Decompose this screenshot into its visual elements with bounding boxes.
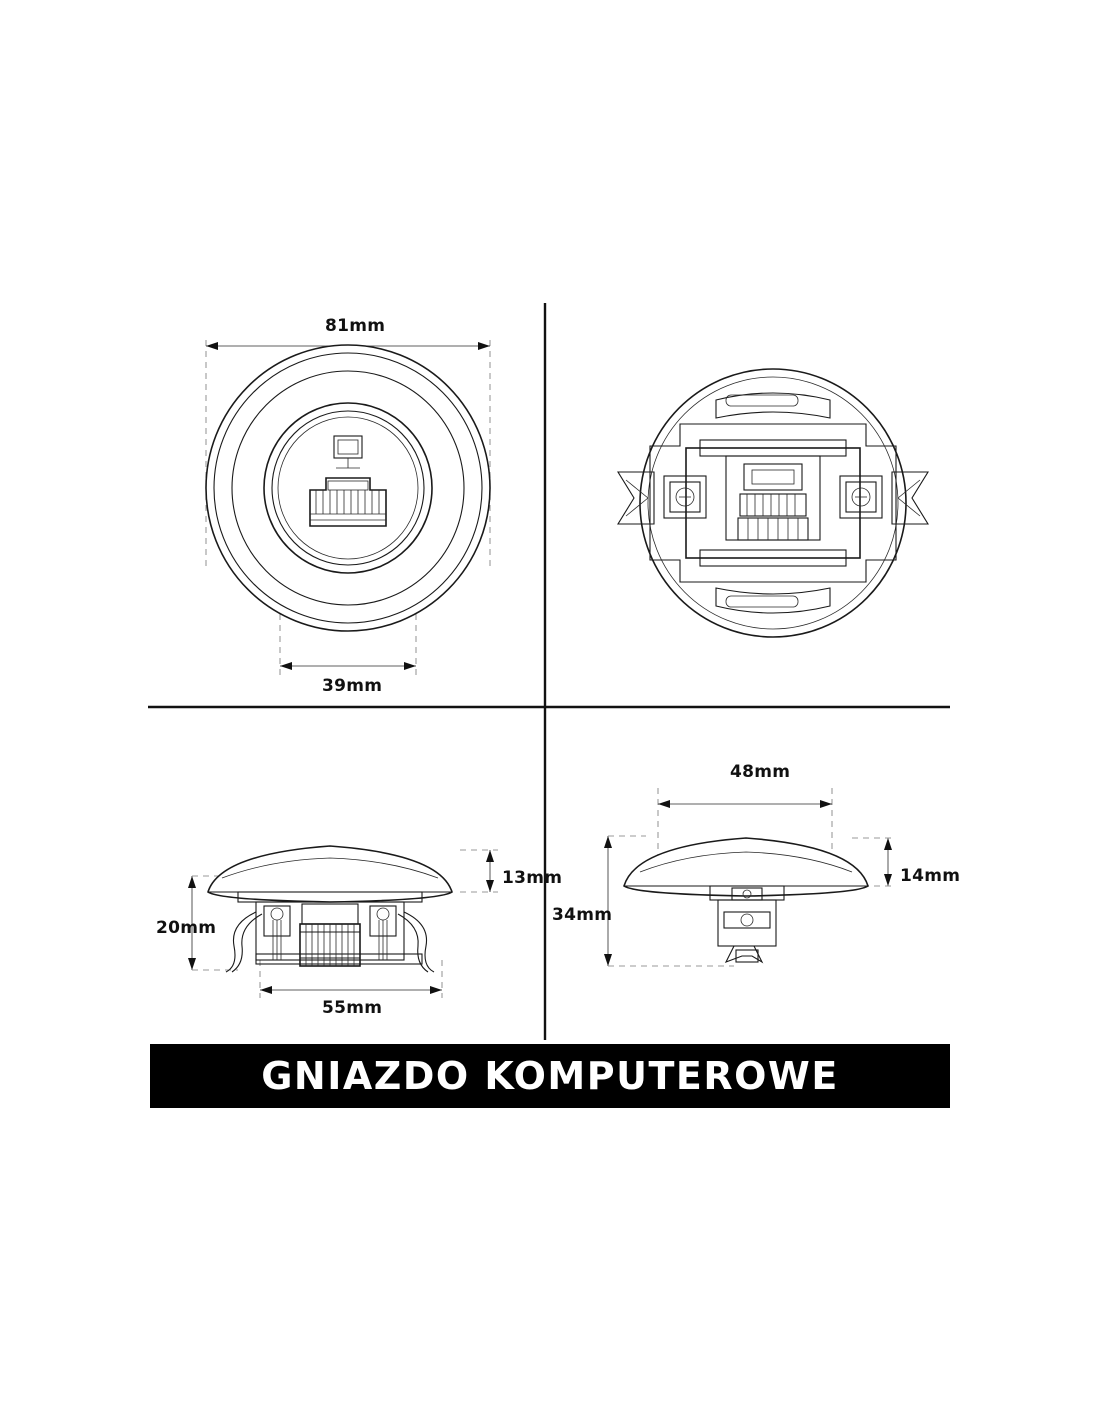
dim-label-55mm: 55mm (322, 998, 383, 1018)
dim-label-13mm: 13mm (502, 868, 563, 888)
dim-label-48mm: 48mm (730, 762, 791, 782)
module-stem (710, 886, 784, 962)
dim-label-34mm: 34mm (552, 905, 613, 925)
screw-terminal-right (370, 906, 396, 960)
dim-label-20mm: 20mm (156, 918, 217, 938)
rear-view (608, 368, 938, 668)
module-core (300, 904, 360, 966)
front-view (178, 318, 578, 738)
terminal-screw-right (840, 476, 882, 518)
dim-label-14mm: 14mm (900, 866, 961, 886)
terminal-screw-left (664, 476, 706, 518)
title-text: GNIAZDO KOMPUTEROWE (261, 1054, 839, 1098)
side-section-view (160, 820, 563, 1070)
dim-label-39mm: 39mm (322, 676, 383, 696)
dim-label-81mm: 81mm (325, 316, 386, 336)
screw-terminal-left (264, 906, 290, 960)
title-bar (150, 1044, 950, 1108)
dimension-13mm (460, 850, 498, 892)
